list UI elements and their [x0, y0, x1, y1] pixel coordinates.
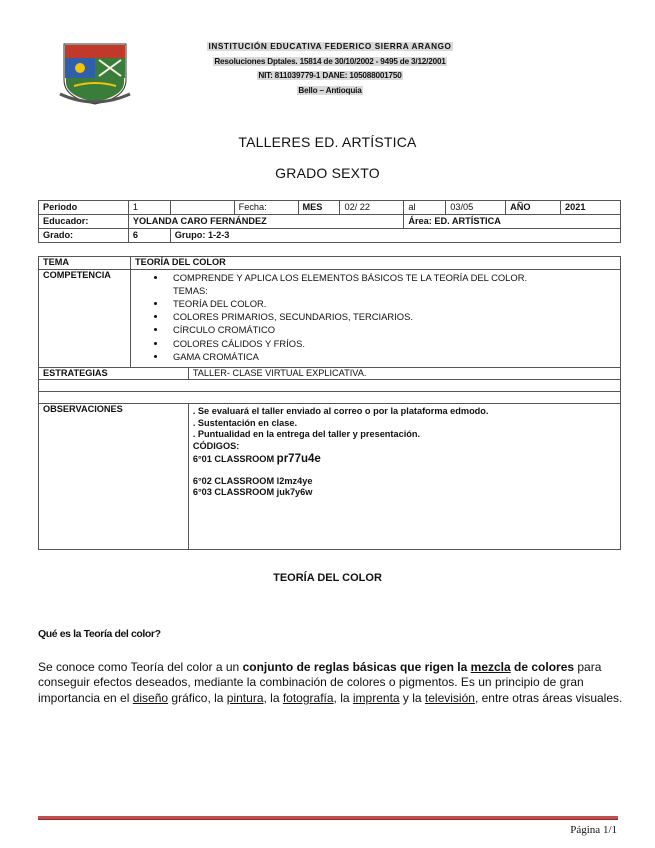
fecha-label: Fecha:: [234, 201, 298, 215]
para-link-pintura[interactable]: pintura: [226, 690, 264, 705]
educador-value: YOLANDA CARO FERNÁNDEZ: [128, 215, 403, 229]
estrategias-label: ESTRATEGIAS: [39, 367, 189, 380]
grado-label: Grado:: [39, 229, 129, 243]
institution-header: [150, 40, 510, 98]
al-label: al: [404, 201, 446, 215]
plan-row-tema: [39, 257, 621, 270]
plan-row-estrategias: [39, 367, 621, 380]
para-bold: conjunto de reglas básicas que rigen la: [242, 660, 471, 674]
institution-resolutions: Resoluciones Dptales. 15814 de 30/10/2002 - 9495 de 3/12/2001: [214, 56, 446, 66]
competencia-item: COLORES PRIMARIOS, SECUNDARIOS, TERCIARIOS.: [135, 310, 616, 323]
observacion-line: CÓDIGOS:: [192, 440, 240, 451]
observacion-line: . Sustentación en clase.: [192, 417, 297, 428]
plan-row-empty: [39, 392, 621, 404]
para-text: gráfico, la: [168, 690, 227, 705]
competencia-item: GAMA CROMÁTICA: [135, 350, 616, 363]
anio-label: AÑO: [506, 201, 561, 215]
mes-label: MES: [298, 201, 340, 215]
mes-value: 02/ 22: [340, 201, 404, 215]
para-text: , entre otras áreas visuales.: [474, 690, 623, 705]
observacion-line: . Se evaluará el taller enviado al correo o por la plataforma edmodo.: [192, 406, 489, 417]
competencia-item: CÍRCULO CROMÁTICO: [135, 323, 616, 336]
competencia-item: TEMAS:: [172, 284, 208, 296]
section-title: TEORÍA DEL COLOR: [273, 572, 382, 584]
classroom-code: l2mz4ye: [276, 475, 313, 486]
question-heading: Qué es la Teoría del color?: [38, 628, 161, 640]
classroom-label: 6°03 CLASSROOM: [192, 487, 275, 498]
document-subtitle: GRADO SEXTO: [275, 165, 380, 181]
tema-label: TEMA: [39, 257, 131, 270]
empty-row: [39, 380, 621, 392]
body-paragraph: [38, 660, 623, 706]
page-number: Página 1/1: [570, 824, 617, 836]
periodo-value: 1: [128, 201, 170, 215]
info-row-periodo: [39, 201, 621, 215]
footer-rule: [38, 816, 618, 820]
observaciones-label: OBSERVACIONES: [39, 404, 189, 550]
area-value: Área: ED. ARTÍSTICA: [404, 215, 621, 229]
institution-name: INSTITUCIÓN EDUCATIVA FEDERICO SIERRA ARANGO: [208, 42, 452, 51]
competencia-label: COMPETENCIA: [39, 269, 131, 367]
grado-value: 6: [128, 229, 170, 243]
estrategias-value: TALLER- CLASE VIRTUAL EXPLICATIVA.: [188, 367, 620, 380]
empty-cell: [170, 201, 234, 215]
para-link-fotografia[interactable]: fotografía: [282, 690, 334, 705]
para-bold: de colores: [510, 660, 575, 674]
para-text: para conseguir efectos deseados, mediante la combinación de colores o pigmentos. Es un principio de gran importancia en el: [38, 660, 602, 705]
para-text: , la: [333, 690, 353, 705]
tema-value: TEORÍA DEL COLOR: [130, 257, 620, 270]
para-link-imprenta[interactable]: imprenta: [352, 690, 400, 705]
grupo-value: Grupo: 1-2-3: [170, 229, 620, 243]
al-value: 03/05: [446, 201, 506, 215]
document-title: TALLERES ED. ARTÍSTICA: [238, 134, 417, 150]
educador-label: Educador:: [39, 215, 129, 229]
classroom-code-row: [193, 476, 616, 488]
classroom-label: 6°01 CLASSROOM: [192, 454, 275, 465]
para-text: y la: [399, 690, 425, 705]
anio-value: 2021: [561, 201, 621, 215]
competencia-item: TEORÍA DEL COLOR.: [135, 297, 616, 310]
competencia-list: [130, 269, 620, 367]
competencia-item: COMPRENDE Y APLICA LOS ELEMENTOS BÁSICOS TE LA TEORÍA DEL COLOR.: [135, 271, 616, 284]
competencia-item: COLORES CÁLIDOS Y FRÍOS.: [135, 337, 616, 350]
info-table: [38, 200, 621, 243]
plan-row-competencia: [39, 269, 621, 367]
plan-row-observaciones: [39, 404, 621, 550]
classroom-code: pr77u4e: [276, 453, 321, 466]
info-row-grado: [39, 229, 621, 243]
school-crest-icon: [58, 40, 132, 106]
periodo-label: Periodo: [39, 201, 129, 215]
classroom-code-row: [193, 454, 616, 466]
empty-row: [39, 392, 621, 404]
para-link-diseno[interactable]: diseño: [132, 690, 169, 705]
classroom-code: juk7y6w: [276, 487, 313, 498]
classroom-label: 6°02 CLASSROOM: [192, 475, 275, 486]
classroom-code-row: [193, 487, 616, 499]
plan-row-empty: [39, 380, 621, 392]
info-row-educador: [39, 215, 621, 229]
observaciones-content: [188, 404, 620, 550]
plan-table: [38, 256, 621, 550]
para-link-mezcla[interactable]: mezcla: [470, 660, 511, 674]
institution-nit: NIT: 811039779-1 DANE: 105088001750: [258, 71, 402, 80]
para-text: Se conoce como Teoría del color a un: [38, 660, 243, 674]
institution-city: Bello – Antioquia: [298, 85, 362, 95]
para-link-television[interactable]: televisión: [424, 690, 475, 705]
para-text: , la: [263, 690, 283, 705]
observacion-line: . Puntualidad en la entrega del taller y presentación.: [192, 429, 421, 440]
